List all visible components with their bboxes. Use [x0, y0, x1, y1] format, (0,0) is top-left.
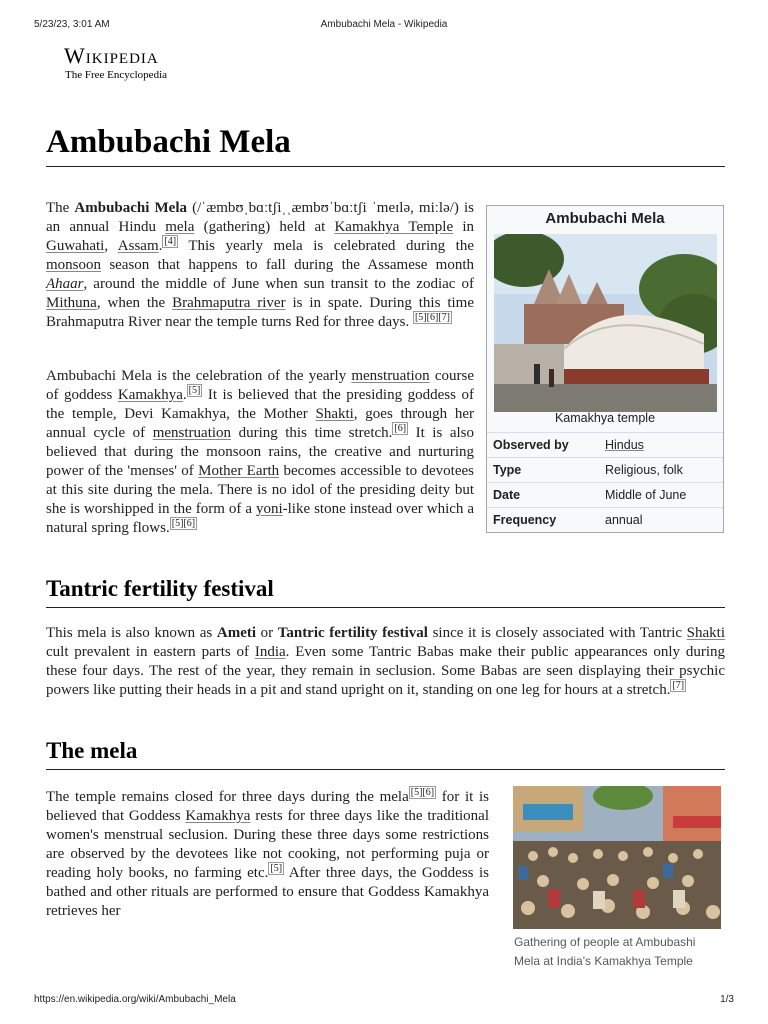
text: or	[256, 625, 278, 641]
text: The	[46, 200, 75, 216]
link-menstruation-2[interactable]: menstruation	[152, 425, 232, 441]
link-mithuna[interactable]: Mithuna	[46, 295, 97, 311]
print-page-number: 1/3	[720, 994, 734, 1005]
section1-paragraph	[46, 624, 725, 700]
citation-7[interactable]	[670, 679, 686, 692]
section2-paragraph	[46, 788, 489, 921]
link-shakti[interactable]: Shakti	[686, 625, 726, 641]
infobox-row-date	[487, 483, 723, 508]
print-page-title: Ambubachi Mela - Wikipedia	[320, 19, 448, 30]
citations-5-6-7[interactable]	[413, 311, 452, 324]
text: , around the middle of June when sun transit to the zodiac of	[83, 276, 474, 292]
text: , goes through her annual cycle of	[46, 406, 474, 441]
logo-wordmark: Wikipedia	[64, 43, 159, 68]
text: is in spate. During this time Brahmaputra River near the temple turns Red for three days.	[46, 295, 474, 330]
citation-label: [4]	[164, 236, 177, 247]
text: cult prevalent in eastern parts of	[46, 644, 255, 660]
section-heading-tantric-fertility-festival: Tantric fertility festival	[46, 574, 725, 608]
temple-illustration	[494, 234, 717, 412]
text: in	[453, 219, 475, 235]
infobox-row-observed-by	[487, 433, 723, 458]
link-mother-earth[interactable]: Mother Earth	[198, 463, 280, 479]
text: ,	[104, 238, 118, 254]
infobox-value: Middle of June	[599, 483, 723, 508]
text: since it is closely associated with Tantric	[427, 625, 687, 641]
text: season that happens to fall during the Assamese month	[101, 257, 474, 273]
text: This mela is also known as	[46, 625, 217, 641]
crowd-illustration	[513, 786, 721, 929]
link-india[interactable]: India	[254, 644, 286, 660]
infobox-table	[487, 432, 723, 532]
link-ahaar[interactable]: Ahaar	[46, 276, 84, 292]
text: .	[158, 238, 163, 254]
print-datetime: 5/23/23, 3:01 AM	[34, 19, 110, 30]
intro-paragraph-2	[46, 367, 474, 538]
link-kamakhya[interactable]: Kamakhya	[185, 808, 251, 824]
infobox-label: Frequency	[487, 508, 599, 533]
infobox-label: Type	[487, 458, 599, 483]
citation-label: [5]	[270, 863, 283, 874]
citation-5[interactable]	[268, 862, 284, 875]
link-shakti[interactable]: Shakti	[315, 406, 354, 422]
citation-4[interactable]	[162, 235, 178, 248]
citation-label: [6]	[394, 423, 407, 434]
citations-5-6[interactable]	[170, 517, 197, 530]
link-yoni[interactable]: yoni	[255, 501, 283, 517]
citation-label: [7]	[672, 680, 685, 691]
bold-term: Ambubachi Mela	[74, 200, 187, 216]
citation-6[interactable]	[392, 422, 408, 435]
link-kamakhya-temple[interactable]: Kamakhya Temple	[334, 219, 454, 235]
bold-term: Tantric fertility festival	[277, 625, 428, 641]
text: .	[182, 387, 187, 403]
text: It is also believed that during the monsoon rains, the creative and nurturing power of the 'menses' of	[46, 425, 474, 479]
infobox-label: Date	[487, 483, 599, 508]
print-url: https://en.wikipedia.org/wiki/Ambubachi_Mela	[34, 994, 236, 1005]
infobox-value-link[interactable]	[599, 433, 723, 458]
mela-crowd-caption: Gathering of people at Ambubashi Mela at India's Kamakhya Temple	[514, 935, 696, 968]
text: -like stone instead over which a natural spring flows.	[46, 501, 475, 536]
citation-label: [5][6]	[410, 787, 435, 798]
text: After three days, the Goddess is bathed and other rituals are performed to ensure that Goddess Kamakhya retrieves her	[46, 865, 489, 919]
page-title: Ambubachi Mela	[46, 120, 725, 167]
citation-label: [5][6][7]	[414, 312, 450, 323]
text: Ambubachi Mela is the celebration of the yearly	[46, 368, 352, 384]
text: for it is believed that Goddess	[46, 789, 489, 824]
infobox-value: annual	[599, 508, 723, 533]
link-monsoon[interactable]: monsoon	[46, 257, 102, 273]
infobox-value: Religious, folk	[599, 458, 723, 483]
citation-label: [5][6]	[171, 518, 196, 529]
infobox-image-caption: Kamakhya temple	[554, 411, 656, 425]
infobox-title: Ambubachi Mela	[545, 210, 665, 227]
bold-term: Ameti	[216, 625, 257, 641]
wikipedia-logo[interactable]	[64, 45, 167, 81]
infobox-row-frequency	[487, 508, 723, 533]
text: (/ˈæmbʊˌbɑːtʃiˌˌæmbʊˈbɑːtʃi ˈmeɪlə, miːlə/) is an annual Hindu	[46, 200, 474, 235]
text: . Even some Tantric Babas make their public appearances only during these four days. The rest of the year, they remain in seclusion. Some Babas are seen displaying their psychic powers like putting their heads in a pit and stand upright on it, standing on one leg for hours at a stretch.	[46, 644, 725, 698]
text: becomes accessible to devotees at this site during the mela. There is no idol of the presiding deity but she is worshipped in the form of a	[46, 463, 475, 517]
link-brahmaputra-river[interactable]: Brahmaputra river	[172, 295, 286, 311]
text: rests for three days like the traditional women's menstrual seclusion. During these three days some restrictions are observed by the devotees like not cooking, not performing puja or reading holy books, no farming etc.	[46, 808, 489, 881]
citation-5[interactable]	[187, 384, 203, 397]
text: during this time stretch.	[231, 425, 393, 441]
text: , when the	[96, 295, 173, 311]
logo-tagline: The Free Encyclopedia	[65, 69, 168, 81]
link-hindus[interactable]: Hindus	[605, 438, 644, 452]
text: The temple remains closed for three days during the mela	[46, 789, 409, 805]
link-kamakhya[interactable]: Kamakhya	[117, 387, 183, 403]
text: It is believed that the presiding goddess of the temple, Devi Kamakhya, the Mother	[46, 387, 474, 422]
mela-crowd-image[interactable]	[513, 786, 721, 929]
link-menstruation[interactable]: menstruation	[351, 368, 430, 384]
citation-label: [5]	[188, 385, 201, 396]
infobox-label: Observed by	[487, 433, 599, 458]
infobox	[486, 205, 724, 533]
link-guwahati[interactable]: Guwahati	[46, 238, 105, 254]
citations-5-6[interactable]	[409, 786, 436, 799]
intro-paragraph-1	[46, 199, 474, 332]
infobox-row-type	[487, 458, 723, 483]
kamakhya-temple-image[interactable]	[494, 234, 717, 412]
link-mela[interactable]: mela	[165, 219, 195, 235]
link-assam[interactable]: Assam	[117, 238, 159, 254]
text: This yearly mela is celebrated during the	[178, 238, 474, 254]
section-heading-the-mela: The mela	[46, 736, 725, 770]
text: course of goddess	[46, 368, 474, 403]
text: (gathering) held at	[194, 219, 335, 235]
